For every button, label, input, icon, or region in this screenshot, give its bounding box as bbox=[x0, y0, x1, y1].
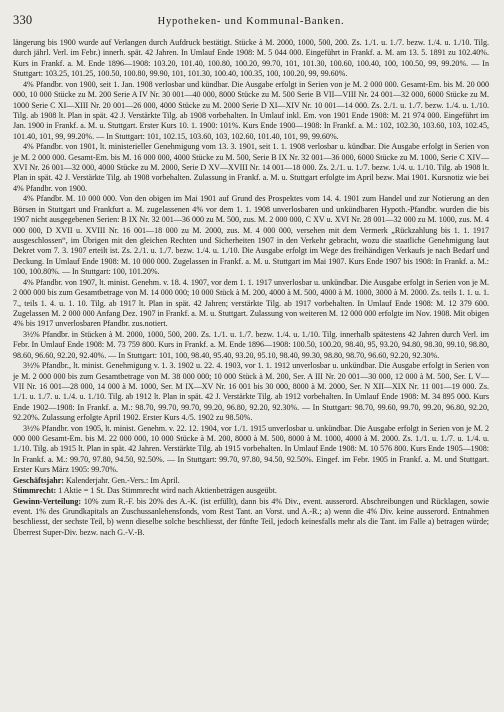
paragraph-pfandbr-3-5-1902: 3½% Pfandbr., lt. minist. Genehmigung v. 1. 3. 1902 u. 22. 4. 1903, vor 1. 1. 1912 unverlosbar u. unkündbar. Die Ausgabe erfolgt in Serien von je M. 2 000 000 bis zum Gesamtbetrage von M. 38 000 000; 10 000 Stück à M. 200, Ser. A III Nr. 20 001—30 000, 12 000 à M. 500, Ser. L V—VII Nr. 16 001—28 000, 14 000 à M. 1000, Ser. M IX—XV Nr. 16 001 bis 30 000, 8000 à M. 2000, Ser. N XII—XIX Nr. 11 001—19 000. Zs. 1./1. u. 1./7. u. 1./4. u. 1./10. Tilg. ab 1912 lt. Plan in spät. 42 J. Verstärkte Tilg. ab 1912 vorbehalten. In Umlauf Ende 1908: M. 34 895 000. Kurs Ende 1902—1908: In Frankf. a. M.: 98.70, 99.70, 99.70, 99.20, 96.80, 92.20, 92.30%. — In Stuttgart: 98.70, 99.60, 99.70, 99.20, 96.80, 92.20, 92.20%. Zulassung erfolgte April 1902. Erster Kurs 4./5. 1902 zu 98.50%. bbox=[13, 361, 489, 423]
footer-line-gewinn-verteilung bbox=[13, 497, 489, 539]
body-text bbox=[13, 38, 489, 538]
text-gewinn-verteilung: 10% zum R.-F. bis 20% des A.-K. (ist erfüllt), dann bis 4% Div., event. ausserord. Abschreibungen und Rücklagen, sowie event. 1% des Grundkapitals an Zuschussanlehensfonds, vom Rest Tant. an Vorst. und A.-R.; a) wenn die 4% Div. keine ausserord. Entnahmen beschliesst, der sechste Teil, b) wenn dieselbe solche beschliesst, der fünfte Teil, jedoch keinesfalls mehr als die Tant. im Falle a) betragen würde; Überrest Super-Div. bezw. nach G.-V.-B. bbox=[13, 496, 489, 537]
running-title: Hypotheken- und Kommunal-Banken. bbox=[157, 16, 345, 27]
label-geschaeftsjahr: Geschäftsjahr: bbox=[13, 475, 64, 485]
page-number: 330 bbox=[13, 13, 33, 27]
paragraph-pfandbr-1907: 4% Pfandbr. von 1907, lt. minist. Genehm. v. 18. 4. 1907, vor dem 1. 1. 1917 unverlosbar u. unkündbar. Die Ausgabe erfolgt in Serien von je M. 2 000 000 bis zum Gesamtbetrage von M. 14 000 000; 10 000 Stück à M. 200, 4000 à M. 500, 4000 à M. 1000, 3000 à M. 2000. Zs. teils 1. 1. u. 1. 7., teils 1. 4. u. 1. 10. Tilg. ab 1917 lt. Plan in spät. 42 Jahren; verstärkte Tilg. ab 1917 vorbehalten. In Umlauf Ende 1908: M. 12 379 600. Zugelassen M. 2 000 000 Anfang Dez. 1907 in Frankf. a. M. u. Stuttgart. Zulassung von weiteren M. 12 000 000 erfolgte im Nov. 1908. Mit obigen 4% bis 1917 unverlosbaren Pfandbr. zus.notiert. bbox=[13, 277, 489, 329]
paragraph-pfandbr-1901: 4% Pfandbr. von 1901, lt. ministerieller Genehmigung vom 13. 3. 1901, seit 1. 1. 1908 verlosbar u. kündbar. Die Ausgabe erfolgt in Serien von je M. 2 000 000. Gesamt-Em. bis M. 16 000 000, 4000 Stücke zu M. 500, Serie B IX Nr. 32 001—36 000, 6000 Stücke zu M. 1000, Serie C XIV—XVI Nr. 26 001—32 000, 4000 Stücke zu M. 2000, Serie D XV—XVIII Nr. 14 001—18 000. Zs. 2./1. u. 1./7. bezw. 1./4. u. 1./10. Tilg. ab 1908 lt. Plan in spät. 42 J. Verstärkte Tilg. ab 1908 vorbehalten. Zulassung in Frankf. a. M. u. Stuttgart erfolgte im April bezw. Mai 1901. Kursnotiz wie bei 4% Pfandbr. von 1900. bbox=[13, 142, 489, 193]
paragraph-pfandbr-1900: 4% Pfandbr. von 1900, seit 1. Jan. 1908 verlosbar und kündbar. Die Ausgabe erfolgt in Serien von je M. 2 000 000. Gesamt-Em. bis M. 20 000 000, 10 000 Stücke zu M. 200 Serie A IV Nr. 30 001—40 000, 8000 Stücke zu M. 500 Serie B VII—VIII Nr. 24 001—32 000, 6000 Stücke zu M. 1000 Serie C XI—XIII Nr. 20 001—26 000, 4000 Stücke zu M. 2000 Serie D XI—XIV Nr. 10 001—14 000. Zs. 2./1. u. 1./7. bezw. 1./4. u. 1./10. Tilg. ab 1908 lt. Plan in spät. 42 J. Verstärkte Tilg. ab 1908 vorbehalten. In Umlauf inkl. Em. von 1901 Ende 1908: M. 21 974 000. Eingeführt im Jan. 1900 in Frankf. a. M. u. Stuttgart. Erster Kurs 10. 1. 1900: 101%. Kurs Ende 1900—1908: In Frankf. a. M.: 102, 102.30, 103.60, 103, 102.45, 101.40, 101, 99, 99.20%. — In Stuttgart: 101, 102.15, 103.60, 103, 102.60, 101.40, 101, 99, 99.60%. bbox=[13, 79, 489, 141]
text-geschaeftsjahr: Kalenderjahr. Gen.-Vers.: Im April. bbox=[63, 475, 180, 485]
paragraph-continuation: längerung bis 1900 wurde auf Verlangen durch Aufdruck bestätigt. Stücke à M. 2000, 1000, 500, 200. Zs. 1./1. u. 1./7. bezw. 1./4. u. 1./10. Tilg. durch jährl. Verl. im Febr.) innerh. spät. 42 Jahren. In Umlauf Ende 1908: M. 5 044 000. Eingeführt in Frankf. a. M. am 13. 5. 1891 zu 102.40%. Kurs in Frankf. a. M. Ende 1896—1908: 103.20, 101.40, 100.80, 100.20, 99.70, 101, 101.30, 100.60, 100.40, 100, 100.50, 99, 99.20%. — In Stuttgart: 103.25, 101.25, 100.50, 100.80, 99.90, 101, 101.30, 100.40, 100.35, 100, 100.20, 99, 99.60%. bbox=[13, 38, 489, 79]
footer-line-stimmrecht bbox=[13, 486, 489, 496]
label-stimmrecht: Stimmrecht: bbox=[13, 486, 57, 496]
paragraph-pfandbr-3-5-1905: 3½% Pfandbr. von 1905, lt. minist. Genehm. v. 22. 12. 1904, vor 1./1. 1915 unverlosbar u. unkündbar. Die Ausgabe erfolgt in Serien von je M. 2 000 000 Gesamt-Em. bis M. 22 000 000, 10 000 Stücke à M. 200, 8000 à M. 500, 8000 à M. 1000, 4000 à M. 2000. Zs. 1./1. u. 1./7. u. 1./4. u. 1./10. Tilg. ab 1915 lt. Plan in spät. 42 Jahren. Verstärkte Tilg. ab 1915 vorbehalten. In Umlauf Ende 1908: M. 10 576 800. Kurs Ende 1905—1908: In Frankf. a. M.: 99.70, 97.80, 94.50, 92.50%. — In Stuttgart: 99.70, 97.80, 94.50, 92.50%. Eingef. im Febr. 1905 in Frankf. a. M. und Stuttgart. Erster Kurs März 1905: 99.70%. bbox=[13, 423, 489, 475]
footer-line-geschaeftsjahr bbox=[13, 476, 489, 486]
paragraph-pfandbr-10-mio: 4% Pfandbr. M. 10 000 000. Von den obigen im Mai 1901 auf Grund des Prospektes vom 14. 4. 1901 zum Handel und zur Notierung an den Börsen in Stuttgart und Frankfurt a. M. zugelassenen 4% vor dem 1. 1. 1908 unverlosbaren und unkündbaren Hypoth.-Pfandbr. wurden die bis 1907 nicht ausgegebenen Serien: B IX Nr. 32 001—36 000 zu M. 500, zus. M. 2 000 000, C XV u. XVI Nr. 28 001—32 000 zu M. 1000, zus. M. 4 000 000, D XVII u. XVIII Nr. 16 001—18 000 zu M. 2000, zus. M. 4 000 000, versehen mit dem Vermerk „Rückzahlung bis 1. 1. 1917 ausgeschlossen“, im Übrigen mit den gleichen Rechten und Sicherheiten 1907 in den Verkehr gebracht, wozu die staatliche Genehmigung laut Dekret vom 7. 3. 1907 erteilt ist. Zs. 2./1. u. 1./7. bezw. 1./4. u. 1./10. Die Ausgabe erfolgt im Wege des freihändigen Verkaufs je nach Bedarf und Deckung. In Umlauf Ende 1908: M. 10 000 000. Zugelassen in Frankf. a. M. u. Stuttgart im Mai 1907. Kurs Ende 1907 bis 1908: In Frankf. a. M.: 100, 100.80%. — In Stuttgart: 100, 101.20%. bbox=[13, 194, 489, 277]
paragraph-pfandbr-3-5-percent: 3½% Pfandbr. in Stücken à M. 2000, 1000, 500, 200. Zs. 1./1. u. 1./7. bezw. 1./4. u. 1./10. Tilg. innerhalb spätestens 42 Jahren durch Verl. im Febr. In Umlauf Ende 1908: M. 73 759 800. Kurs in Frankf. a. M. Ende 1896—1908: 100.50, 100.20, 98.40, 95, 93.20, 94.80, 98.30, 99.10, 98.80, 98.60, 96.60, 92.20, 92.40%. — In Stuttgart: 101, 100, 98.40, 95.40, 93.20, 95.10, 98.40, 99.30, 98.80, 98.70, 96.60, 92.20, 92.30%. bbox=[13, 329, 489, 360]
label-gewinn-verteilung: Gewinn-Verteilung: bbox=[13, 496, 82, 506]
page-header bbox=[13, 13, 489, 35]
text-stimmrecht: 1 Aktie = 1 St. Das Stimmrecht wird nach Aktienbeträgen ausgeübt. bbox=[56, 486, 277, 496]
